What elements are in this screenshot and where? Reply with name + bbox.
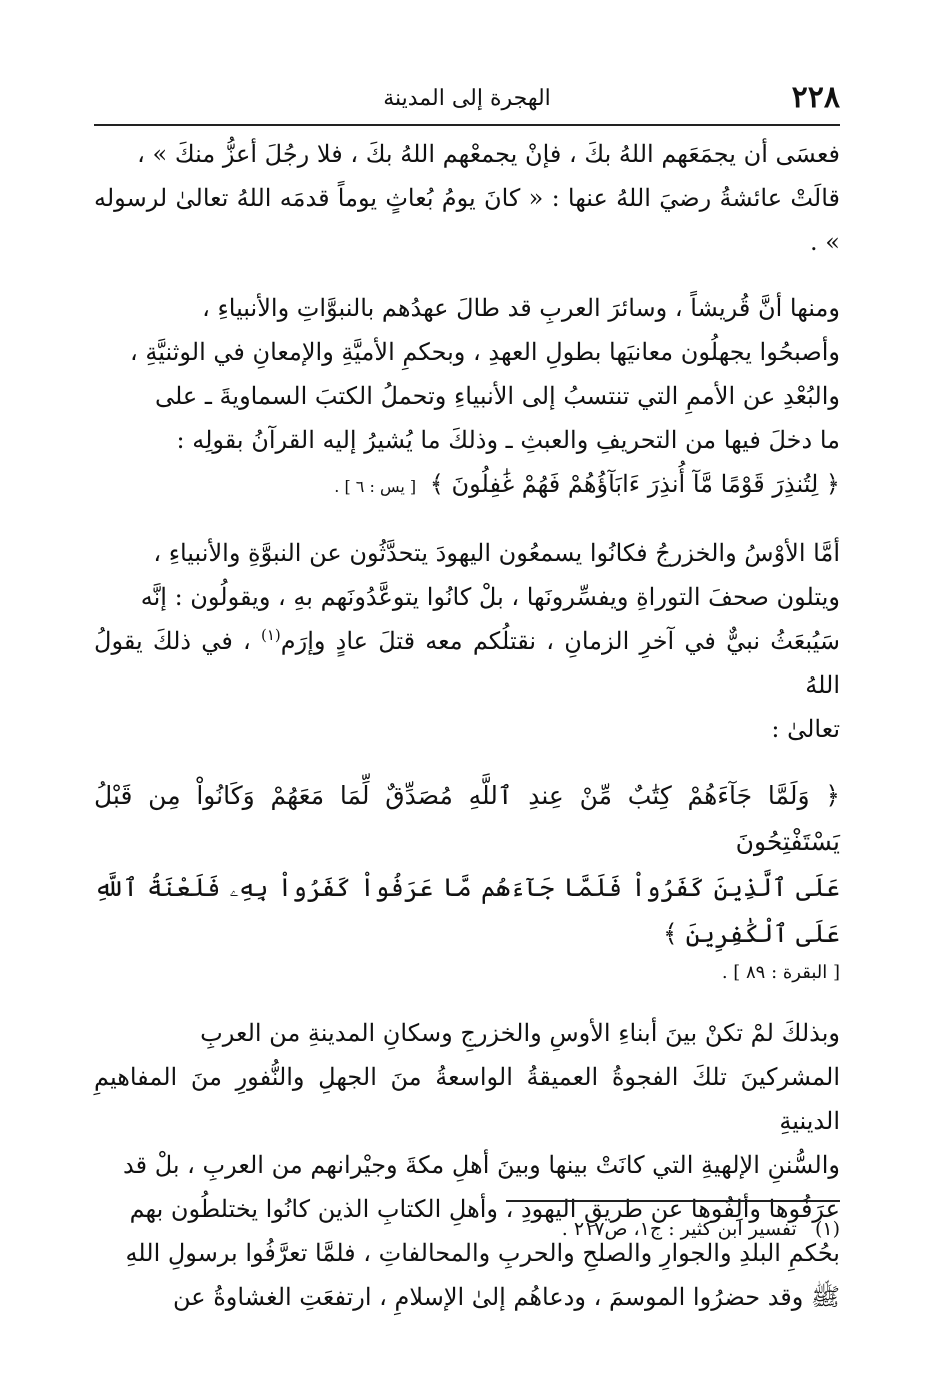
text-line: ومنها أنَّ قُريشاً ، وسائرَ العربِ قد طالَ عهدُهم بالنبوَّاتِ والأنبياءِ ، [202, 294, 840, 322]
paragraph-2 [94, 286, 840, 509]
paragraph-4 [94, 1011, 840, 1319]
footnote-number: (١) [814, 1218, 840, 1240]
footnote [562, 1218, 840, 1240]
footnote-divider [506, 1200, 840, 1202]
quran-verse-line [94, 462, 840, 509]
page-header [94, 78, 840, 126]
quran-verse: ﴿ لِتُنذِرَ قَوْمًا مَّآ أُنذِرَ ءَابَآؤُهُمْ فَهُمْ غَٰفِلُونَ ﴾ [429, 470, 840, 498]
paragraph-1 [94, 132, 840, 264]
quran-verse-line: عَلَى ٱلَّذِينَ كَفَرُواْ فَلَمَّا جَآءَهُم مَّا عَرَفُواْ كَفَرُواْ بِهِۦ فَلَعْنَةُ ٱللَّهِ عَلَى ٱلْكَٰفِرِينَ ﴾ [94, 873, 840, 948]
text-line [94, 619, 840, 707]
text-line: وأصبحُوا يجهلُون معانيَها بطولِ العهدِ ، وبحكمِ الأميَّةِ والإمعانِ في الوثنيَّةِ ، [129, 338, 840, 366]
verse-reference: [ يس : ٦ ] . [334, 477, 417, 496]
text-line: ويتلون صحفَ التوراةِ ويفسِّرونَها ، بلْ كانُوا يتوعَّدُونَهم بهِ ، ويقولُون : إنَّه [140, 583, 840, 611]
text-line: والبُعْدِ عن الأممِ التي تنتسبُ إلى الأنبياءِ وتحملُ الكتبَ السماويةَ ـ على [154, 382, 840, 410]
text-line: أمَّا الأوْسُ والخزرجُ فكانُوا يسمعُون اليهودَ يتحدَّثُون عن النبوَّةِ والأنبياءِ ، [153, 539, 840, 567]
text-segment: سَيُبعَثُ نبيٌّ في آخرِ الزمانِ ، نقتلُكم معه قتلَ عادٍ وإرَم [280, 627, 840, 655]
running-title: الهجرة إلى المدينة [383, 86, 551, 111]
quran-verse-line: ﴿ وَلَمَّا جَآءَهُمْ كِتَٰبٌ مِّنْ عِندِ ٱللَّهِ مُصَدِّقٌ لِّمَا مَعَهُمْ وَكَانُواْ مِن قَبْلُ يَسْتَفْتِحُونَ [94, 781, 840, 856]
text-line: فعسَى أن يجمَعَهم اللهُ بكَ ، فإنْ يجمعْهم اللهُ بكَ ، فلا رجُلَ أعزُّ منكَ » ، [137, 140, 840, 168]
text-line: بحُكمِ البلدِ والجوارِ والصلحِ والحربِ والمحالفاتِ ، فلمَّا تعرَّفُوا برسولِ اللهِ [125, 1239, 840, 1267]
quran-verse-block [94, 773, 840, 989]
verse-reference: [ البقرة : ٨٩ ] . [721, 962, 840, 983]
footnote-text: تفسير ابن كثير : ج١، ص٢١٧ . [561, 1218, 797, 1240]
text-line: تعالىٰ : [771, 715, 840, 743]
page-number: ٢٢٨ [791, 80, 840, 115]
footnote-marker[interactable]: (١) [260, 626, 281, 644]
text-line: ما دخلَ فيها من التحريفِ والعبثِ ـ وذلكَ ما يُشيرُ إليه القرآنُ بقولِه : [176, 426, 840, 454]
text-segment: ، في ذلكَ يقولُ اللهُ [94, 627, 840, 699]
page-body [94, 132, 840, 1319]
text-line: ﷺ وقد حضرُوا الموسمَ ، ودعاهُم إلىٰ الإسلامِ ، ارتفعَتِ الغشاوةُ عن [173, 1283, 840, 1311]
text-line: المشركينَ تلكَ الفجوةُ العميقةُ الواسعةُ منَ الجهلِ والنُّفورِ منَ المفاهيمِ الدينيةِ [94, 1063, 840, 1135]
paragraph-3 [94, 531, 840, 751]
text-line: عرَفُوها وألِفُوها عن طريقِ اليهودِ ، وأهلِ الكتابِ الذين كانُوا يختلطُون بهم [129, 1195, 840, 1223]
text-line: قالَتْ عائشةُ رضيَ اللهُ عنها : « كانَ يومُ بُعاثٍ يوماً قدمَه اللهُ تعالىٰ لرسوله » . [94, 184, 840, 256]
text-line: والسُّننِ الإلهيةِ التي كانَتْ بينها وبينَ أهلِ مكةَ وجيْرانهم من العربِ ، بلْ قد [123, 1151, 840, 1179]
text-line: وبذلكَ لمْ تكنْ بينَ أبناءِ الأوسِ والخزرجِ وسكانِ المدينةِ من العربِ [200, 1019, 840, 1047]
book-page [94, 78, 840, 1318]
